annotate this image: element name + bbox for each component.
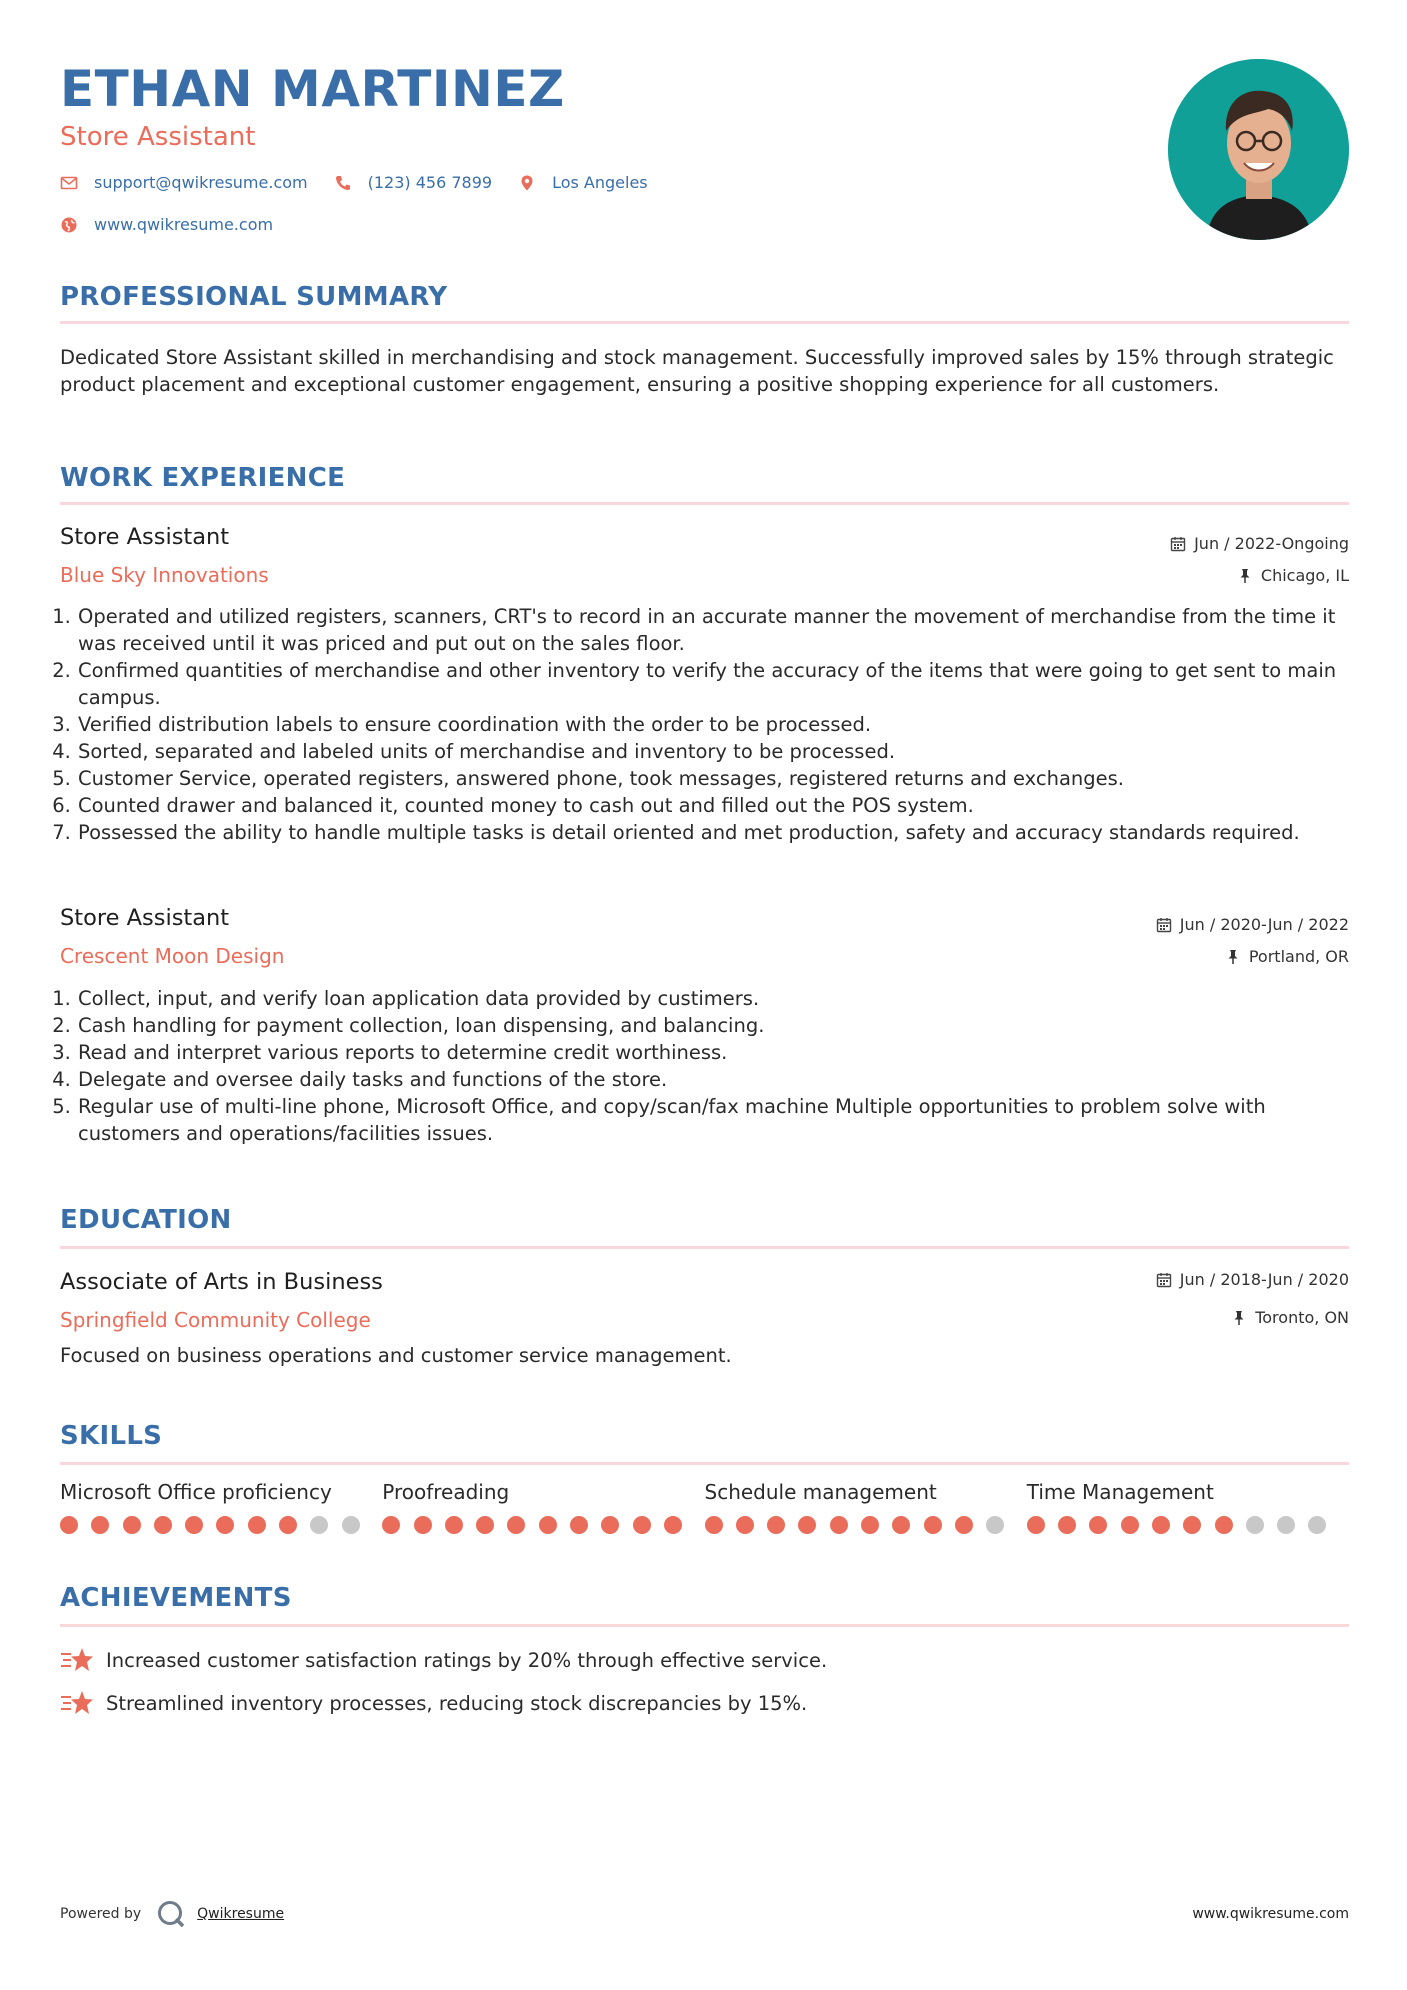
- calendar-icon: [1156, 917, 1172, 933]
- job-1-dates-text: Jun / 2022-Ongoing: [1194, 534, 1349, 553]
- job-1-location-text: Chicago, IL: [1260, 566, 1349, 585]
- rating-dot-filled: [924, 1516, 942, 1534]
- rating-dot-filled: [830, 1516, 848, 1534]
- experience-divider: [60, 502, 1349, 505]
- rating-dot-filled: [1215, 1516, 1233, 1534]
- skill-label: Schedule management: [704, 1480, 937, 1504]
- location-item: [518, 173, 648, 192]
- rating-dot-filled: [798, 1516, 816, 1534]
- skills-list: [60, 1480, 1349, 1534]
- list-item: 4. Sorted, separated and labeled units of merchandise and inventory to be processed.: [77, 738, 1366, 765]
- avatar-icon: [1168, 59, 1349, 240]
- rating-dot-filled: [248, 1516, 266, 1534]
- rating-dot-filled: [123, 1516, 141, 1534]
- rating-dot-filled: [382, 1516, 400, 1534]
- job-2-location: [1225, 947, 1349, 966]
- education-school: Springfield Community College: [60, 1308, 371, 1332]
- job-2-bullets: [60, 985, 1366, 1147]
- shooting-star-icon: [60, 1688, 94, 1718]
- job-2-title: Store Assistant: [60, 905, 230, 931]
- list-item: 2. Confirmed quantities of merchandise and other inventory to verify the accuracy of the items that were going to get sent to main campus.: [77, 657, 1366, 711]
- rating-dot-filled: [154, 1516, 172, 1534]
- skill-rating: [1027, 1516, 1349, 1534]
- rating-dot-filled: [539, 1516, 557, 1534]
- pushpin-icon: [1237, 568, 1253, 584]
- skills-heading: SKILLS: [60, 1421, 163, 1451]
- email-item[interactable]: [60, 173, 308, 192]
- list-item: 1. Operated and utilized registers, scanners, CRT's to record in an accurate manner the movement of merchandise from the time it was received until it was priced and put out on the sales floor.: [77, 603, 1366, 657]
- job-1-company: Blue Sky Innovations: [60, 563, 269, 587]
- rating-dot-empty: [1308, 1516, 1326, 1534]
- rating-dot-filled: [892, 1516, 910, 1534]
- envelope-icon: [60, 174, 78, 192]
- achievement-text: Streamlined inventory processes, reducing stock discrepancies by 15%.: [106, 1691, 808, 1715]
- phone-item[interactable]: [334, 173, 492, 192]
- achievements-heading: ACHIEVEMENTS: [60, 1583, 292, 1613]
- location-text: Los Angeles: [552, 173, 648, 192]
- rating-dot-filled: [633, 1516, 651, 1534]
- job-2-location-text: Portland, OR: [1248, 947, 1349, 966]
- resume-page: [60, 0, 1349, 1990]
- rating-dot-filled: [507, 1516, 525, 1534]
- rating-dot-empty: [1277, 1516, 1295, 1534]
- rating-dot-filled: [414, 1516, 432, 1534]
- skill-label: Proofreading: [382, 1480, 510, 1504]
- list-item: 3. Read and interpret various reports to determine credit worthiness.: [77, 1039, 1366, 1066]
- rating-dot-empty: [1246, 1516, 1264, 1534]
- rating-dot-empty: [986, 1516, 1004, 1534]
- skills-divider: [60, 1462, 1349, 1465]
- skill-label: Microsoft Office proficiency: [60, 1480, 332, 1504]
- education-description: Focused on business operations and customer service management.: [60, 1344, 732, 1367]
- skill-label: Time Management: [1026, 1480, 1214, 1504]
- powered-by-label: Powered by: [60, 1906, 142, 1922]
- candidate-role: Store Assistant: [60, 122, 256, 152]
- job-1-location: [1237, 566, 1349, 585]
- footer-powered-by: [60, 1898, 284, 1930]
- rating-dot-filled: [1121, 1516, 1139, 1534]
- website-text[interactable]: www.qwikresume.com: [94, 215, 274, 234]
- education-location: [1231, 1308, 1349, 1327]
- qwikresume-link[interactable]: Qwikresume: [197, 1906, 285, 1922]
- phone-icon: [334, 174, 352, 192]
- rating-dot-empty: [342, 1516, 360, 1534]
- rating-dot-filled: [664, 1516, 682, 1534]
- rating-dot-filled: [1152, 1516, 1170, 1534]
- job-2-dates: [1156, 915, 1349, 934]
- rating-dot-filled: [955, 1516, 973, 1534]
- education-degree: Associate of Arts in Business: [60, 1269, 383, 1295]
- contact-row-2: [60, 215, 299, 234]
- skill-rating: [60, 1516, 382, 1534]
- education-heading: EDUCATION: [60, 1205, 232, 1235]
- pushpin-icon: [1225, 949, 1241, 965]
- education-location-text: Toronto, ON: [1255, 1308, 1349, 1327]
- rating-dot-filled: [861, 1516, 879, 1534]
- shooting-star-icon: [60, 1645, 94, 1675]
- globe-icon: [60, 216, 78, 234]
- rating-dot-filled: [570, 1516, 588, 1534]
- job-2-company: Crescent Moon Design: [60, 944, 285, 968]
- qwikresume-logo-icon: [155, 1898, 187, 1930]
- website-item[interactable]: [60, 215, 273, 234]
- job-1-title: Store Assistant: [60, 524, 230, 550]
- summary-heading: PROFESSIONAL SUMMARY: [60, 282, 448, 312]
- achievements-divider: [60, 1624, 1349, 1627]
- list-item: 5. Customer Service, operated registers, answered phone, took messages, registered returns and exchanges.: [77, 765, 1366, 792]
- skill-rating: [705, 1516, 1027, 1534]
- achievement-text: Increased customer satisfaction ratings by 20% through effective service.: [106, 1648, 828, 1672]
- list-item: 7. Possessed the ability to handle multiple tasks is detail oriented and met production, safety and accuracy standards required.: [77, 819, 1366, 846]
- calendar-icon: [1156, 1272, 1172, 1288]
- rating-dot-filled: [1058, 1516, 1076, 1534]
- list-item: 1. Collect, input, and verify loan application data provided by custimers.: [77, 985, 1366, 1012]
- rating-dot-filled: [1089, 1516, 1107, 1534]
- skill-item: [60, 1480, 382, 1534]
- contact-row-1: [60, 173, 674, 192]
- skill-rating: [382, 1516, 704, 1534]
- experience-heading: WORK EXPERIENCE: [60, 463, 346, 493]
- education-dates-text: Jun / 2018-Jun / 2020: [1179, 1270, 1349, 1289]
- rating-dot-filled: [60, 1516, 78, 1534]
- list-item: 2. Cash handling for payment collection, loan dispensing, and balancing.: [77, 1012, 1366, 1039]
- rating-dot-filled: [216, 1516, 234, 1534]
- rating-dot-filled: [767, 1516, 785, 1534]
- education-divider: [60, 1246, 1349, 1249]
- list-item: 5. Regular use of multi-line phone, Microsoft Office, and copy/scan/fax machine Multiple opportunities to problem solve with customers and operations/facilities issues.: [77, 1093, 1366, 1147]
- summary-text: Dedicated Store Assistant skilled in merchandising and stock management. Successfully improved sales by 15% through strategic product placement and exceptional customer engagement, ensuring a positive shopping experience for all customers.: [60, 346, 1334, 396]
- rating-dot-filled: [705, 1516, 723, 1534]
- job-1-dates: [1170, 534, 1349, 553]
- footer-website[interactable]: www.qwikresume.com: [1192, 1906, 1349, 1922]
- list-item: 4. Delegate and oversee daily tasks and functions of the store.: [77, 1066, 1366, 1093]
- skill-item: [1027, 1480, 1349, 1534]
- summary-divider: [60, 321, 1349, 324]
- rating-dot-filled: [476, 1516, 494, 1534]
- rating-dot-filled: [185, 1516, 203, 1534]
- job-2-dates-text: Jun / 2020-Jun / 2022: [1179, 915, 1349, 934]
- rating-dot-filled: [1183, 1516, 1201, 1534]
- calendar-icon: [1170, 536, 1186, 552]
- education-dates: [1156, 1270, 1349, 1289]
- rating-dot-filled: [445, 1516, 463, 1534]
- list-item: 6. Counted drawer and balanced it, counted money to cash out and filled out the POS system.: [77, 792, 1366, 819]
- rating-dot-filled: [1027, 1516, 1045, 1534]
- profile-photo: [1168, 59, 1349, 240]
- pushpin-icon: [1231, 1310, 1247, 1326]
- map-pin-icon: [518, 174, 536, 192]
- rating-dot-filled: [736, 1516, 754, 1534]
- email-text[interactable]: support@qwikresume.com: [94, 173, 308, 192]
- list-item: 3. Verified distribution labels to ensure coordination with the order to be processed.: [77, 711, 1366, 738]
- skill-item: [382, 1480, 704, 1534]
- achievement-item: [60, 1688, 807, 1718]
- rating-dot-filled: [601, 1516, 619, 1534]
- phone-text[interactable]: (123) 456 7899: [367, 173, 493, 192]
- rating-dot-filled: [279, 1516, 297, 1534]
- candidate-name: ETHAN MARTINEZ: [60, 60, 565, 118]
- achievement-item: [60, 1645, 827, 1675]
- rating-dot-empty: [310, 1516, 328, 1534]
- job-1-bullets: [60, 603, 1366, 846]
- skill-item: [705, 1480, 1027, 1534]
- rating-dot-filled: [91, 1516, 109, 1534]
